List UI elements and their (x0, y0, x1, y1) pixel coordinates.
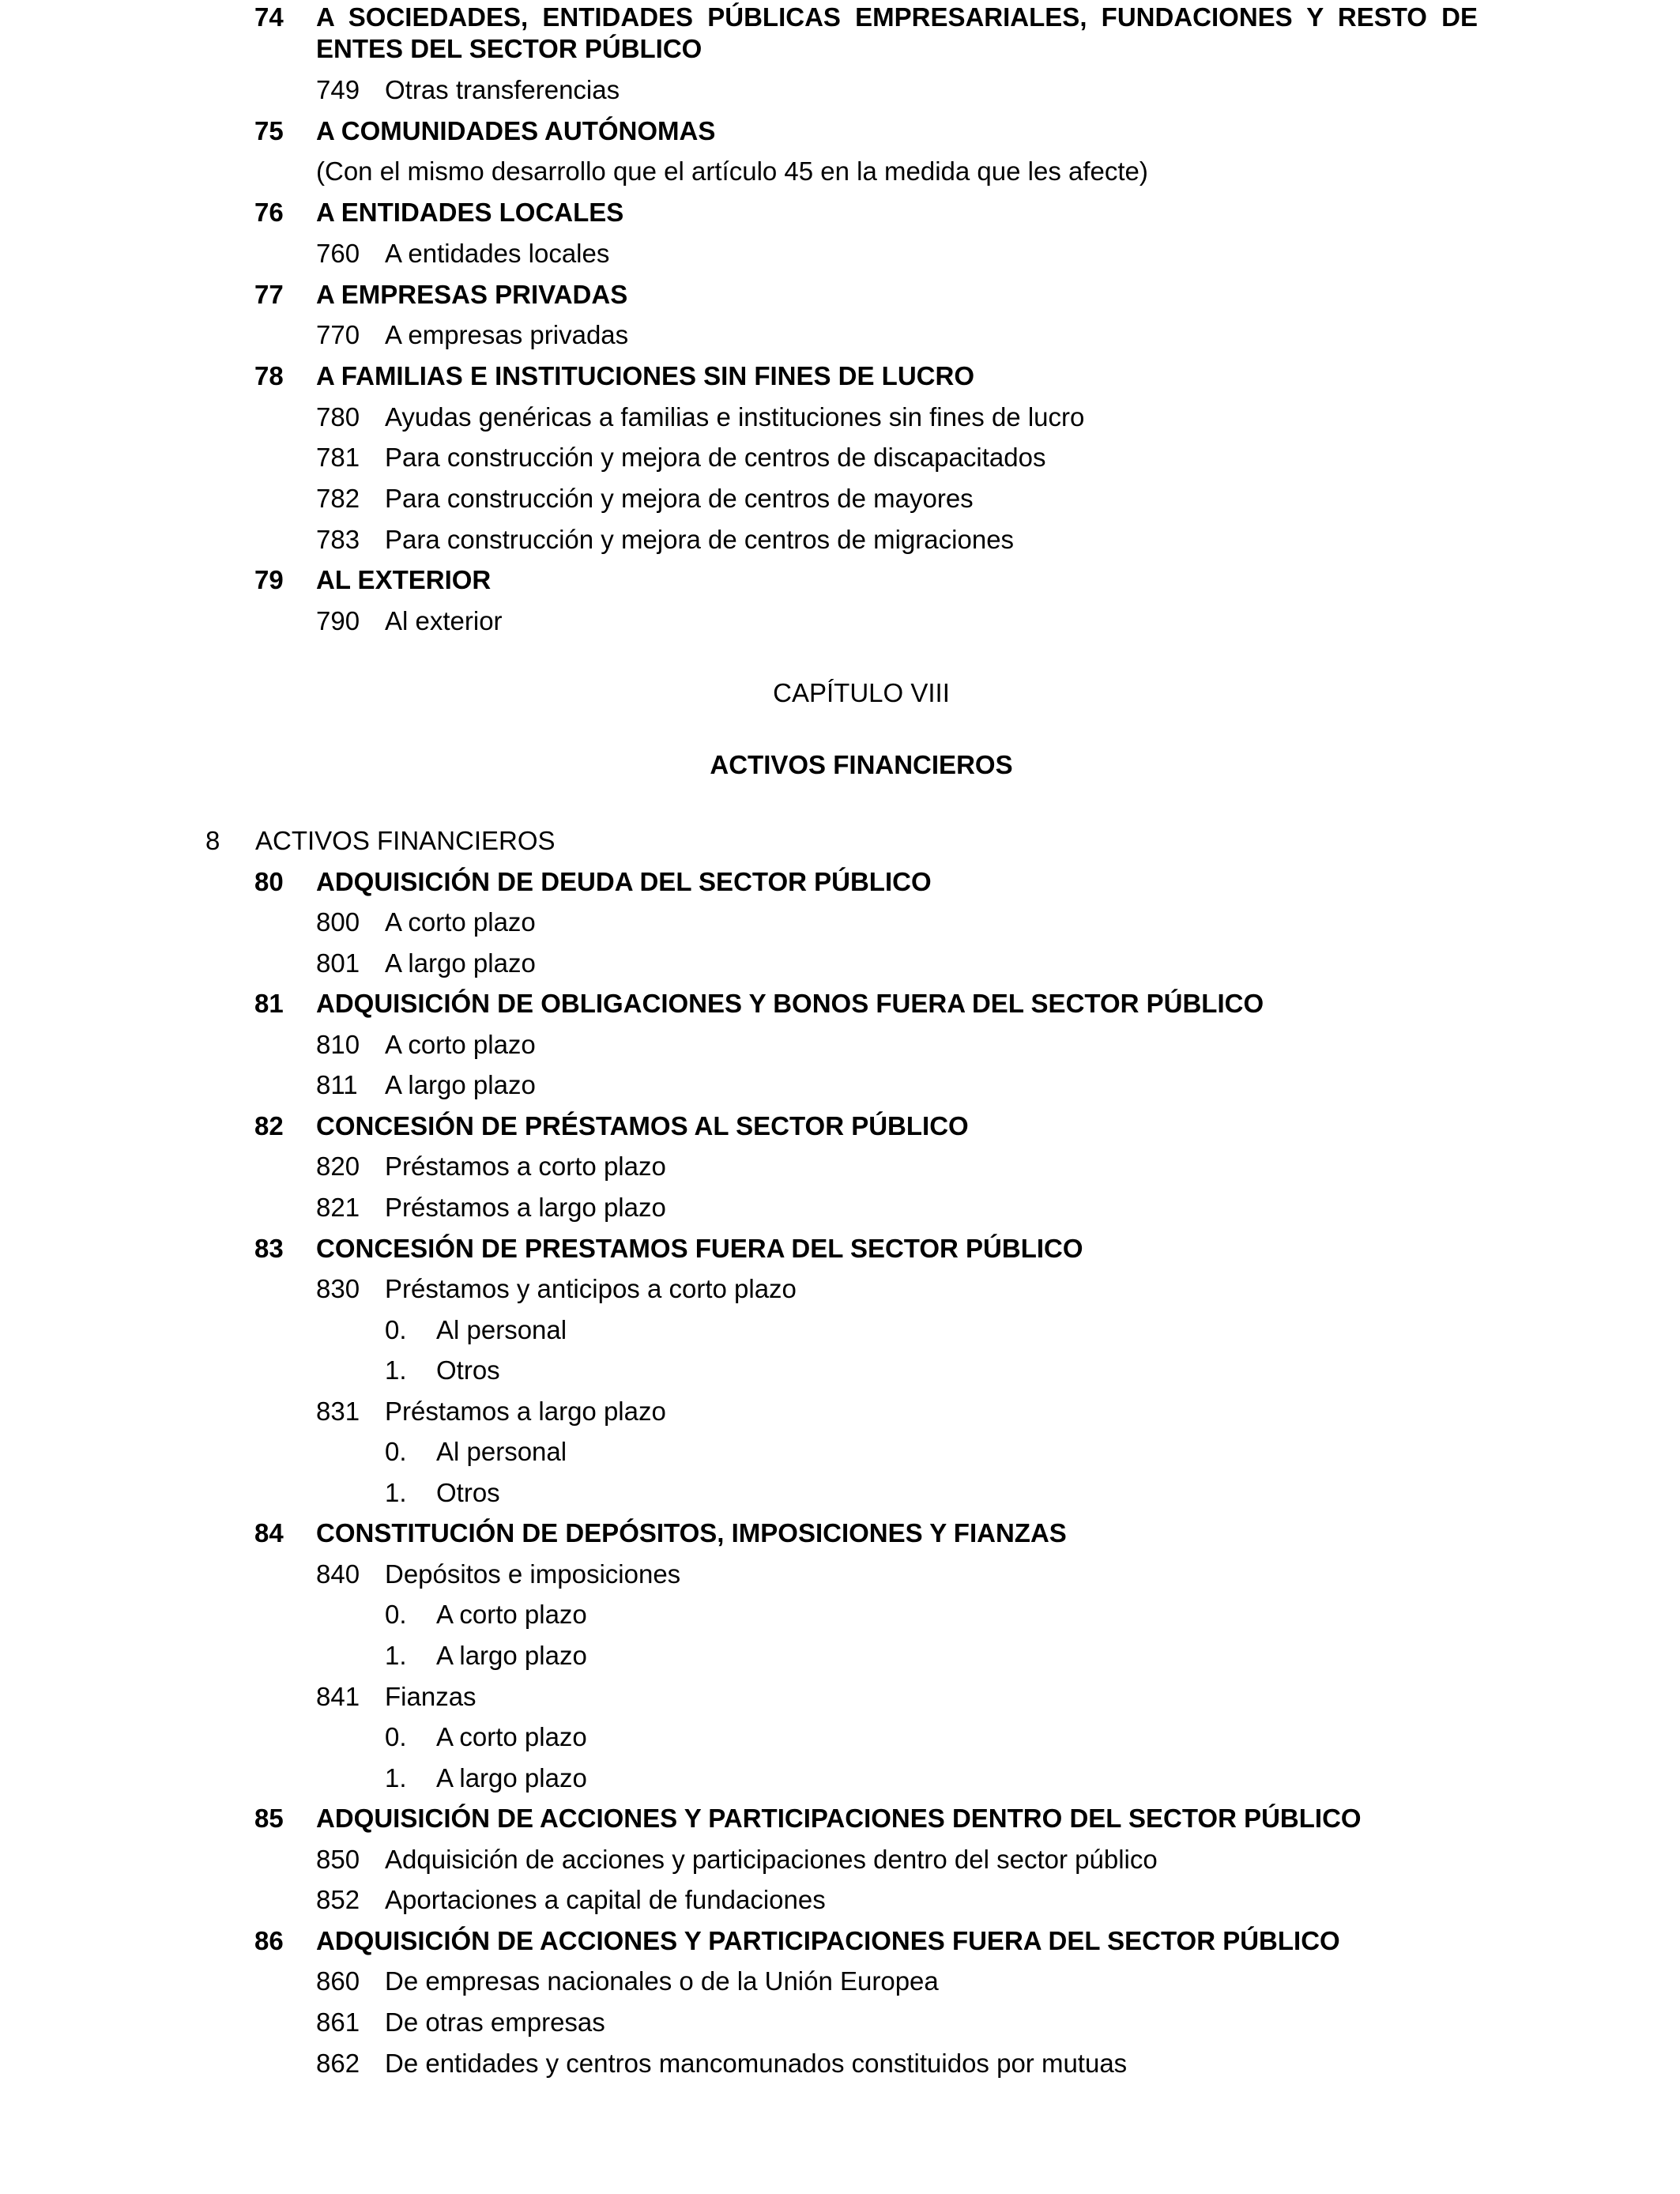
row-code: 852 (316, 1885, 360, 1915)
row-code: 0. (385, 1314, 407, 1344)
row-label: A ENTIDADES LOCALES (316, 198, 624, 228)
row-code: 0. (385, 1600, 407, 1630)
classification-row (0, 401, 1680, 443)
classification-row (0, 1599, 1680, 1640)
row-label: Otros (436, 1355, 500, 1385)
classification-row (0, 1681, 1680, 1722)
row-label: A largo plazo (436, 1641, 587, 1670)
classification-row (0, 1721, 1680, 1762)
row-label: A empresas privadas (385, 320, 629, 350)
row-label: Al exterior (385, 606, 503, 636)
chapter-heading: CAPÍTULO VIII (773, 678, 950, 707)
row-code: 860 (316, 1966, 360, 1996)
classification-row (0, 1273, 1680, 1314)
row-code: 820 (316, 1152, 360, 1182)
classification-row (0, 825, 1680, 866)
row-label: A largo plazo (385, 948, 536, 978)
row-label: A corto plazo (385, 907, 536, 937)
row-label: Préstamos y anticipos a corto plazo (385, 1274, 797, 1304)
row-label: Préstamos a largo plazo (385, 1396, 666, 1426)
row-code: 862 (316, 2048, 360, 2078)
row-code: 1. (385, 1477, 407, 1507)
row-code: 78 (254, 360, 284, 390)
classification-row (0, 1314, 1680, 1355)
article-title-line-2: ENTES DEL SECTOR PÚBLICO (316, 34, 703, 63)
row-label: CONCESIÓN DE PRÉSTAMOS AL SECTOR PÚBLICO (316, 1110, 969, 1140)
row-code: 0. (385, 1437, 407, 1467)
classification-row (0, 1192, 1680, 1233)
row-code: 82 (254, 1110, 284, 1140)
row-label: Fianzas (385, 1681, 477, 1711)
row-label: Otros (436, 1477, 500, 1507)
row-code: 782 (316, 484, 360, 513)
classification-row (0, 948, 1680, 989)
row-code: 75 (254, 115, 284, 145)
row-code: 781 (316, 443, 360, 473)
row-label: Al personal (436, 1437, 567, 1467)
row-code: 770 (316, 320, 360, 350)
row-label: Para construcción y mejora de centros de migraciones (385, 524, 1015, 554)
classification-row (0, 1925, 1680, 1966)
classification-row (0, 1436, 1680, 1477)
row-label: Para construcción y mejora de centros de discapacitados (385, 443, 1046, 473)
row-code: 77 (254, 279, 284, 309)
row-label: A FAMILIAS E INSTITUCIONES SIN FINES DE LUCRO (316, 360, 974, 390)
row-label: CONSTITUCIÓN DE DEPÓSITOS, IMPOSICIONES Y FIANZAS (316, 1518, 1067, 1548)
classification-row (0, 1844, 1680, 1885)
row-code: 79 (254, 565, 284, 595)
row-label: CONCESIÓN DE PRESTAMOS FUERA DEL SECTOR PÚBLICO (316, 1233, 1083, 1263)
row-label: A COMUNIDADES AUTÓNOMAS (316, 115, 716, 145)
row-code: 830 (316, 1274, 360, 1304)
row-code: 831 (316, 1396, 360, 1426)
classification-row (0, 1477, 1680, 1518)
row-code: 1. (385, 1762, 407, 1793)
classification-row (0, 1355, 1680, 1396)
row-label: A largo plazo (385, 1070, 536, 1100)
classification-row (0, 2048, 1680, 2089)
row-code: 810 (316, 1029, 360, 1059)
row-label: Para construcción y mejora de centros de mayores (385, 484, 974, 513)
row-label: (Con el mismo desarrollo que el artículo 45 en la medida que les afecte) (316, 156, 1148, 187)
classification-row (0, 1762, 1680, 1804)
row-label: De empresas nacionales o de la Unión Europea (385, 1966, 939, 1996)
classification-row (0, 1233, 1680, 1274)
row-code: 821 (316, 1192, 360, 1222)
classification-row (0, 238, 1680, 279)
classification-row (0, 1151, 1680, 1192)
article-title-continuation (0, 33, 1680, 74)
row-code: 800 (316, 907, 360, 937)
classification-row (0, 197, 1680, 238)
row-label: A corto plazo (436, 1600, 587, 1630)
row-label: De entidades y centros mancomunados constituidos por mutuas (385, 2048, 1128, 2078)
row-label: De otras empresas (385, 2007, 605, 2037)
row-code: 840 (316, 1559, 360, 1589)
row-code: 861 (316, 2007, 360, 2037)
row-code: 86 (254, 1925, 284, 1955)
row-label: ADQUISICIÓN DE ACCIONES Y PARTICIPACIONES DENTRO DEL SECTOR PÚBLICO (316, 1804, 1362, 1834)
article-code: 74 (254, 2, 284, 32)
row-code: 783 (316, 524, 360, 554)
row-label: AL EXTERIOR (316, 565, 492, 595)
classification-row (0, 442, 1680, 483)
classification-row (0, 2007, 1680, 2048)
classification-row (0, 564, 1680, 605)
classification-row (0, 115, 1680, 156)
classification-row (0, 1029, 1680, 1070)
row-code: 1. (385, 1355, 407, 1385)
row-label: Aportaciones a capital de fundaciones (385, 1885, 826, 1915)
classification-row (0, 1640, 1680, 1681)
row-label: Ayudas genéricas a familias e instituciones sin fines de lucro (385, 401, 1085, 432)
row-label: ADQUISICIÓN DE ACCIONES Y PARTICIPACIONES FUERA DEL SECTOR PÚBLICO (316, 1925, 1340, 1955)
row-code: 850 (316, 1844, 360, 1874)
row-code: 801 (316, 948, 360, 978)
classification-row (0, 1069, 1680, 1110)
row-code: 780 (316, 401, 360, 432)
row-code: 841 (316, 1681, 360, 1711)
classification-row (0, 74, 1680, 115)
classification-row (0, 279, 1680, 320)
row-code: 760 (316, 238, 360, 268)
classification-row (0, 1803, 1680, 1844)
classification-row (0, 1396, 1680, 1437)
classification-row (0, 360, 1680, 401)
classification-row (0, 1884, 1680, 1925)
classification-row (0, 988, 1680, 1029)
row-label: Al personal (436, 1314, 567, 1344)
row-label: ADQUISICIÓN DE DEUDA DEL SECTOR PÚBLICO (316, 866, 932, 896)
row-code: 85 (254, 1804, 284, 1834)
classification-row (0, 483, 1680, 524)
row-label: A largo plazo (436, 1762, 587, 1793)
row-label: Otras transferencias (385, 75, 620, 104)
row-label: A EMPRESAS PRIVADAS (316, 279, 628, 309)
row-label: A corto plazo (436, 1722, 587, 1752)
row-label: ADQUISICIÓN DE OBLIGACIONES Y BONOS FUERA DEL SECTOR PÚBLICO (316, 989, 1264, 1019)
row-code: 80 (254, 866, 284, 896)
classification-row (0, 605, 1680, 647)
classification-row (0, 866, 1680, 907)
row-label: Préstamos a corto plazo (385, 1152, 666, 1182)
row-code: 790 (316, 606, 360, 636)
article-title-line-1: A SOCIEDADES, ENTIDADES PÚBLICAS EMPRESARIALES, FUNDACIONES Y RESTO DE (316, 2, 1478, 32)
chapter-title: ACTIVOS FINANCIEROS (710, 750, 1013, 779)
classification-row (0, 156, 1680, 197)
row-code: 0. (385, 1722, 407, 1752)
row-label: A corto plazo (385, 1029, 536, 1059)
row-code: 8 (205, 826, 220, 855)
row-code: 84 (254, 1518, 284, 1548)
classification-row (0, 1517, 1680, 1559)
row-code: 76 (254, 198, 284, 228)
row-code: 81 (254, 989, 284, 1019)
row-label: A entidades locales (385, 238, 610, 268)
classification-row (0, 1966, 1680, 2007)
row-code: 811 (316, 1070, 358, 1100)
classification-row (0, 524, 1680, 565)
row-code: 749 (316, 75, 360, 104)
row-label: ACTIVOS FINANCIEROS (255, 826, 556, 855)
row-label: Depósitos e imposiciones (385, 1559, 681, 1589)
row-code: 1. (385, 1641, 407, 1670)
row-code: 83 (254, 1233, 284, 1263)
classification-row (0, 1559, 1680, 1600)
classification-row (0, 907, 1680, 948)
classification-row (0, 319, 1680, 360)
row-label: Préstamos a largo plazo (385, 1192, 666, 1222)
row-label: Adquisición de acciones y participaciones dentro del sector público (385, 1844, 1158, 1874)
classification-row (0, 1110, 1680, 1152)
